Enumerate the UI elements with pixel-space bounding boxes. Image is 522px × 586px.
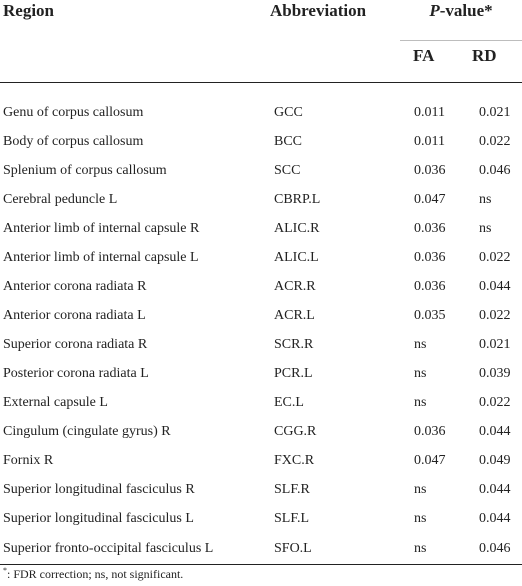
header-fa: FA <box>413 46 435 65</box>
cell-fa: ns <box>414 481 427 497</box>
cell-abbr: CGG.R <box>274 423 317 439</box>
cell-rd: 0.049 <box>479 452 511 468</box>
header-pvalue <box>400 0 522 41</box>
cell-region: Anterior corona radiata L <box>3 307 146 323</box>
cell-rd: 0.021 <box>479 104 511 120</box>
cell-rd: 0.039 <box>479 365 511 381</box>
table-body <box>0 83 522 565</box>
cell-fa: 0.047 <box>414 191 446 207</box>
cell-region: Cerebral peduncle L <box>3 191 118 207</box>
table-row <box>0 214 522 243</box>
header-row-secondary <box>0 41 522 83</box>
cell-region: Superior fronto-occipital fasciculus L <box>0 533 270 565</box>
cell-abbr: ACR.L <box>274 307 315 323</box>
cell-rd: 0.044 <box>479 423 511 439</box>
cell-abbr: SFO.L <box>270 533 400 565</box>
cell-region: Anterior limb of internal capsule R <box>3 220 200 236</box>
header-row-primary <box>0 0 522 41</box>
cell-abbr: SLF.L <box>274 510 310 526</box>
cell-abbr: SCC <box>274 162 301 178</box>
table-row <box>0 446 522 475</box>
cell-abbr: EC.L <box>274 394 304 410</box>
header-pvalue-p: P <box>429 1 440 20</box>
header-spacer-2 <box>270 41 400 83</box>
cell-fa: 0.036 <box>414 423 446 439</box>
table-row <box>0 475 522 504</box>
table-row <box>0 243 522 272</box>
cell-region: Cingulum (cingulate gyrus) R <box>3 423 171 439</box>
cell-abbr: ACR.R <box>274 278 316 294</box>
cell-region: Posterior corona radiata L <box>3 365 149 381</box>
header-spacer-1 <box>0 41 270 83</box>
cell-rd: 0.046 <box>479 162 511 178</box>
header-region: Region <box>3 1 54 20</box>
table-row <box>0 272 522 301</box>
cell-fa: ns <box>414 394 427 410</box>
table-row <box>0 330 522 359</box>
cell-abbr: SLF.R <box>274 481 310 497</box>
cell-rd: 0.044 <box>479 481 511 497</box>
table-row <box>0 156 522 185</box>
cell-fa: 0.011 <box>414 133 445 149</box>
header-pvalue-suffix: -value* <box>439 1 493 20</box>
cell-abbr: SCR.R <box>274 336 314 352</box>
cell-fa: 0.036 <box>414 249 446 265</box>
cell-abbr: GCC <box>274 104 303 120</box>
table-row <box>0 301 522 330</box>
header-rd: RD <box>472 46 497 65</box>
footnote <box>3 566 183 582</box>
cell-region: Anterior limb of internal capsule L <box>3 249 199 265</box>
cell-fa: 0.036 <box>414 220 446 236</box>
cell-rd: 0.044 <box>479 278 511 294</box>
cell-rd: 0.022 <box>479 307 511 323</box>
cell-region: Fornix R <box>3 452 54 468</box>
cell-fa: 0.035 <box>414 307 446 323</box>
cell-region: Genu of corpus callosum <box>3 104 144 120</box>
table-row <box>0 388 522 417</box>
cell-fa: 0.011 <box>414 104 445 120</box>
cell-region: Anterior corona radiata R <box>3 278 147 294</box>
table-row <box>0 83 522 128</box>
table-row <box>0 185 522 214</box>
cell-region: External capsule L <box>3 394 108 410</box>
cell-fa: 0.036 <box>414 278 446 294</box>
cell-rd: ns <box>479 191 492 207</box>
cell-region: Superior longitudinal fasciculus L <box>3 510 194 526</box>
table-row <box>0 127 522 156</box>
footnote-marker: * <box>3 566 7 575</box>
cell-region: Superior corona radiata R <box>3 336 148 352</box>
cell-abbr: FXC.R <box>274 452 315 468</box>
cell-fa: ns <box>414 510 427 526</box>
cell-rd: 0.022 <box>479 394 511 410</box>
cell-region: Body of corpus callosum <box>3 133 144 149</box>
cell-rd: 0.021 <box>479 336 511 352</box>
cell-region: Superior longitudinal fasciculus R <box>3 481 195 497</box>
header-abbreviation: Abbreviation <box>270 1 367 20</box>
table-row <box>0 417 522 446</box>
cell-abbr: CBRP.L <box>274 191 321 207</box>
cell-rd: 0.044 <box>479 510 511 526</box>
cell-rd: 0.022 <box>479 133 511 149</box>
cell-abbr: PCR.L <box>274 365 313 381</box>
cell-abbr: ALIC.L <box>274 249 319 265</box>
cell-fa: ns <box>400 533 462 565</box>
cell-fa: 0.036 <box>414 162 446 178</box>
cell-abbr: BCC <box>274 133 303 149</box>
footnote-text: : FDR correction; ns, not significant. <box>7 567 184 581</box>
cell-fa: 0.047 <box>414 452 446 468</box>
table-row <box>0 504 522 533</box>
table-row <box>0 533 522 565</box>
cell-rd: 0.046 <box>462 533 522 565</box>
cell-rd: 0.022 <box>479 249 511 265</box>
cell-region: Splenium of corpus callosum <box>3 162 167 178</box>
cell-fa: ns <box>414 336 427 352</box>
cell-rd: ns <box>479 220 492 236</box>
cell-abbr: ALIC.R <box>274 220 320 236</box>
cell-fa: ns <box>414 365 427 381</box>
table-row <box>0 359 522 388</box>
